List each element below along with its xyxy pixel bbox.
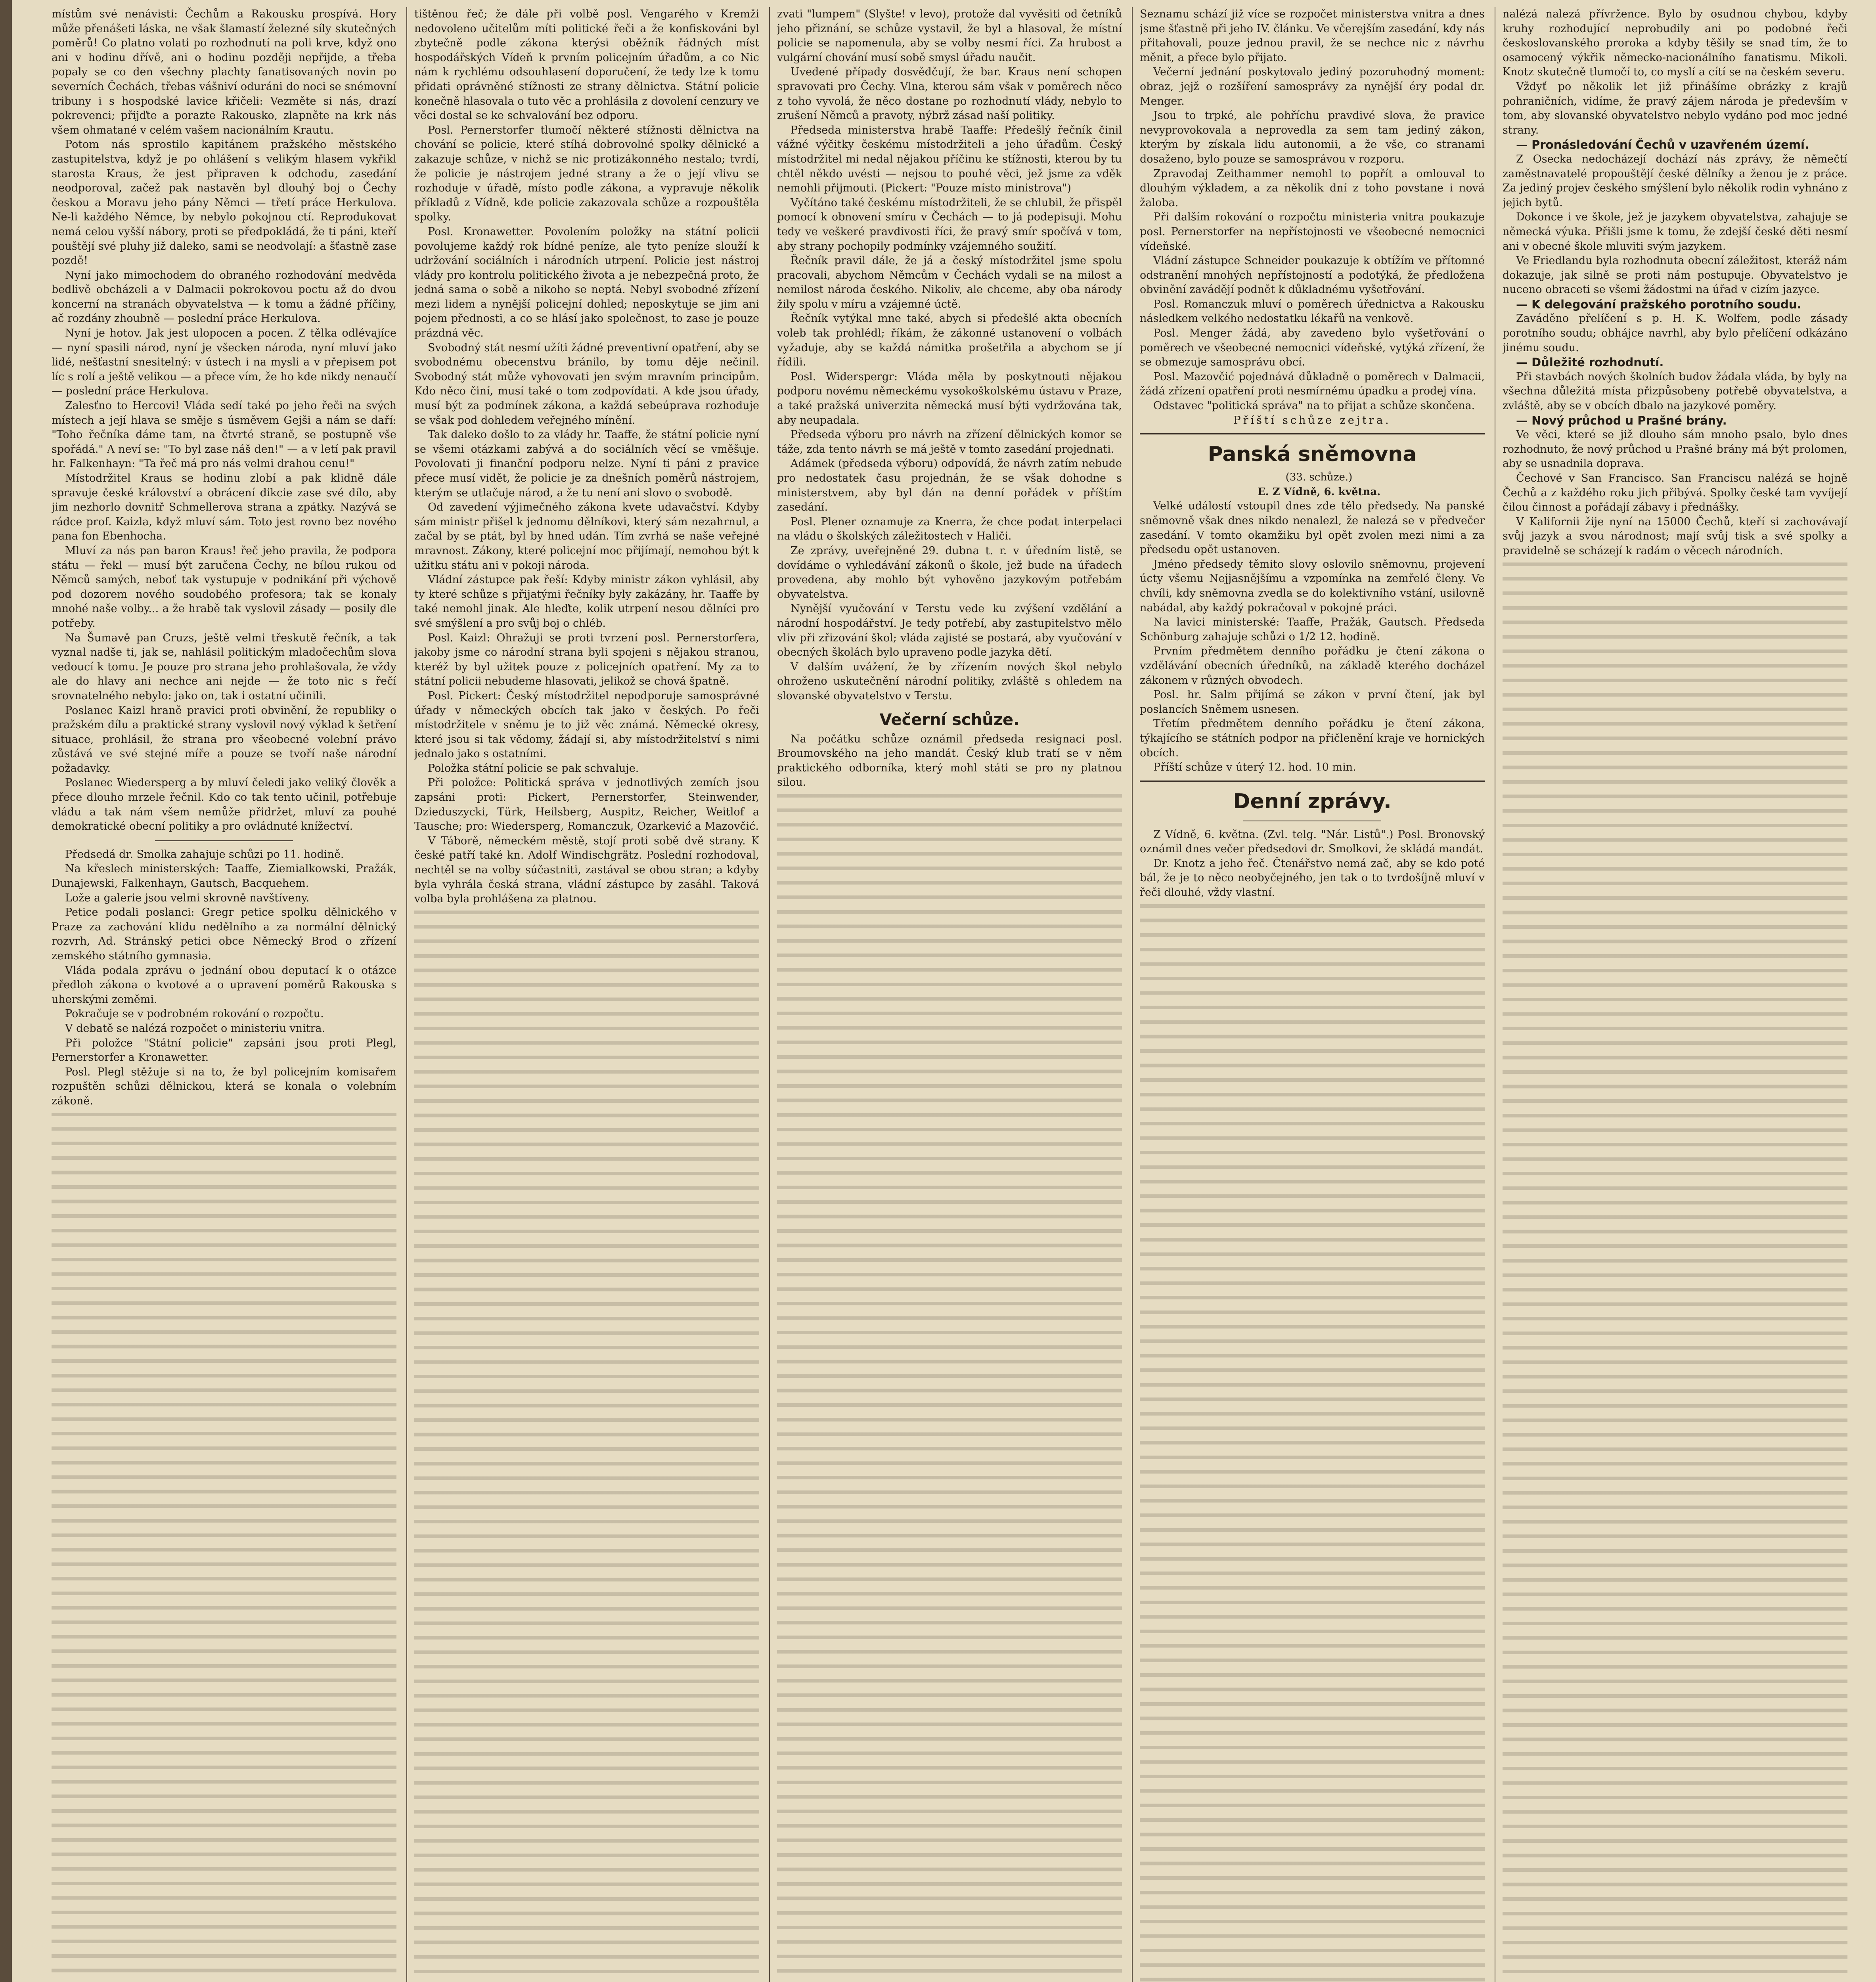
paragraph: Odstavec "politická správa" na to přijat a schůze skončena. [1153,400,1475,412]
news-heading: — Pronásledování Čechů v uzavřeném území. [1516,138,1809,152]
paragraph: Vládní zástupce pak řeší: Kdyby ministr zákon vyhlásil, aby ty které schůze s přijatými řečníky byly zakázány, hr. Taaffe by také nemohl jinak. Ale hleďte, kolik utrpení nesou dělníci pro své smýšlení a pro svůj boj o chléb. [414,574,759,629]
paragraph: Petice podali poslanci: Gregr petice spolku dělnického v Praze za zachování klidu nedělního a za normální dělnický rozvrh, Ad. Stránský petici obce Německý Brod o zřízení zemského státního gymnasia. [52,906,396,962]
paragraph: V debatě se nalézá rozpočet o ministeriu vnitra. [65,1022,325,1035]
paragraph: Řečník vytýkal mne také, abych si předešlé akta obecních voleb tak prohlédl; říkám, že zákonné ustanovení o volbách vyžaduje, aby se každá námitka prošetřila a abychom se jí řídili. [777,312,1122,369]
text-columns [52,7,1847,1982]
paragraph: Na počátku schůze oznámil předseda resignaci posl. Broumovského na jeho mandát. Český klub tratí se v něm praktického odborníka, který mohl státi se pro ny platnou silou. [777,733,1122,789]
paragraph: Jsou to trpké, ale pohříchu pravdivé slova, že pravice nevyprovokovala a neprovedla za sem tam jediný zákon, kterým by získala lidu autonomii, a že vše, co stranami dosaženo, bylo pouze se samosprávou v rozporu. [1140,109,1485,165]
paragraph: Adámek (předseda výboru) odpovídá, že návrh zatím nebude pro nedostatek času projednán, že se však dohodne s ministerstvem, aby byl dán na denní pořádek v příštím zasedání. [777,457,1122,514]
paragraph: Poslanec Kaizl hraně pravici proti obvinění, že republiky o pražském dílu a praktické strany vyslovil nový výklad k šetření situace, prohlásil, že strana pro všeobecné volební právo zůstává ve své stejné míře a pouze se tvoří naše národní požadavky. [52,704,396,775]
paragraph: Na lavici ministerské: Taaffe, Pražák, Gautsch. Předseda Schönburg zahajuje schůzi o 1/2 12. hodině. [1140,616,1485,643]
paragraph: Prvním předmětem denního pořádku je čtení zákona o vzdělávání obecních úředníků, na základě kterého docházel zákonem v různých obvodech. [1140,645,1485,687]
paragraph: Položka státní policie se pak schvaluje. [428,762,639,775]
paragraph: Posl. Romanczuk mluví o poměrech úřednictva a Rakousku následkem velkého nedostatku lékařů na venkově. [1140,298,1485,325]
gallery-note: Lože a galerie jsou velmi skrovně navštíveny. [65,892,310,904]
paragraph: Posl. Kaizl: Ohražuji se proti tvrzení posl. Pernerstorfera, jakoby jsme co národní strana byli spojeni s nějakou stranou, kteréž by byl užitek pouze z policejních opatření. My za to státní policii nebudeme hlasovati, jelikož se chová špatně. [414,631,759,688]
paragraph: Čechové v San Francisco. San Franciscu nalézá se hojně Čechů a z každého roku jich přibývá. Spolky české tam vyvíjejí čilou činnost a pořádají zábavy i přednášky. [1503,472,1847,514]
paragraph: Nyní je hotov. Jak jest ulopocen a pocen. Z tělka odlévajíce — nyní spasili národ, nyní je všecken národa, nyní mluví jako lidé, nešťastní snesitelný: v ústech i na mysli a v přepisem pot líc s rolí a ještě velikou — a přece vím, že ho kde nikdy nenaučí — poslední práce Herkulova. [52,327,396,398]
paragraph: Při stavbách nových školních budov žádala vláda, by byly na všechna důležitá místa přizpůsobeny potřebě obyvatelstva, a zvláště, aby se v obcích dbalo na jazykové poměry. [1503,370,1847,412]
paragraph: Vláda podala zprávu o jednání obou deputací k o otázce předloh zákona o kvotové a o upravení poměrů Rakouska s uherskými zeměmi. [52,964,396,1006]
dateline: E. Z Vídně, 6. května. [1257,486,1381,498]
paragraph: Při položce "Státní policie" zapsáni jsou proti Plegl, Pernerstorfer a Kronawetter. [52,1037,396,1064]
paragraph: Z Vídně, 6. května. (Zvl. telg. "Nár. Listů".) Posl. Bronovský oznámil dnes večer předsedovi dr. Smolkovi, že skládá mandát. [1140,828,1485,855]
paragraph: Posl. Plener oznamuje za Knerra, že chce podat interpelaci na vládu o školských záležitostech v Haliči. [777,515,1122,543]
paragraph: Posl. hr. Salm přijímá se zákon v první čtení, jak byl poslancích Sněmem usnesen. [1140,689,1485,716]
paragraph: V Táborě, německém městě, stojí proti sobě dvě strany. K české patří také kn. Adolf Windischgrätz. Poslední rozhodoval, nechtěl se na volby súčastniti, zastával se obou stran; a kdyby byla vyhrála česká strana, vládní zástupce by zasáhl. Taková volba byla prohlášena za platnou. [414,834,759,905]
print-texture [1503,562,1847,1982]
paragraph: V Kalifornii žije nyní na 15000 Čechů, kteří si zachovávají svůj jazyk a svou národnost; mají svůj tisk a své spolky a pravidelně se scházejí k radám o věcech národních. [1503,515,1847,557]
paragraph: Tak daleko došlo to za vlády hr. Taaffe, že státní policie nyní se všemi otázkami zabývá a do sociálních věcí se vměšuje. Povolovati ji finanční podporu nelze. Nyní ti páni z pravice přece musí vidět, že policie je za dnešních poměrů nástrojem, kterým se utlačuje národ, a že tu není ani slovo o svobodě. [414,429,759,499]
paragraph: Dokonce i ve škole, jež je jazykem obyvatelstva, zahajuje se německá výuka. Přišli jsme k tomu, že zdejší české děti nesmí ani v obecné škole mluviti svým jazykem. [1503,211,1847,253]
paragraph: V dalším uvážení, že by zřízením nových škol nebylo ohroženo uskutečnění národní politiky, zvláště s ohledem na slovanské obyvatelstvo v Terstu. [777,660,1122,702]
paragraph: zvati "lumpem" (Slyšte! v levo), protože dal vyvěsiti od četníků jeho přiznání, se schůze vystavil, že byl a hlasoval, že místní policie se napomenula, aby se volby nesmí říci. Za hrubost a vulgární chování musí sobě smysl úřadu naučit. [777,8,1122,64]
paragraph: Posl. Mazovčić pojednává důkladně o poměrech v Dalmacii, žádá zřízení opatření proti nesmírnému úpadku a prodej vína. [1140,370,1485,398]
paragraph: Předseda ministerstva hrabě Taaffe: Předešlý řečník činil vážné výčitky českému místodržiteli a jeho úřadům. Český místodržitel mi nedal nějakou příčinu ke stížnosti, kterou by tu chtěl někdo uvésti — nejsou to pouhé věci, jež jsme za vděk nemohli přijmouti. (Pickert: "Pouze místo ministrova") [777,124,1122,195]
paragraph: nalézá nalezá přívržence. Bylo by osudnou chybou, kdyby kruhy rozhodující neprobudily ani po podobné řeči českoslovanského proroka a kdyby těšily se snad tím, že to osamocený výkřik německo-nacionálního fanatismu. Mikoli. Knotz skutečně tlumočí to, co myslí a cítí se na českém severu. [1503,8,1847,78]
paragraph: Z Osecka nedocházejí dochází nás zprávy, že němečtí zaměstnavatelé propouštějí české dělníky a ženou je z práce. Za jediný projev českého smýšlení bylo několik rodin vyhnáno z jejich bytů. [1503,153,1847,209]
paragraph: Ve věci, které se již dlouho sám mnoho psalo, bylo dnes rozhodnuto, že nový průchod u Prašné brány má být prolomen, aby se usnadnila doprava. [1503,429,1847,470]
paragraph: tištěnou řeč; že dále při volbě posl. Vengarého v Kremži nedovoleno učitelům míti politické řeči a že konfiskováni byl zbytečně podle zákona kterýsi oběžník řádných míst hospodářských Vídeň k prvním policejním úřadům, a co Nic nám k rychlému odsouhlasení doporučení, že tedy lze k tomu přidati oprávněné stížnosti ze strany dělnictva. Státní policie konečně hlasovala o tuto věc a prohlásila z dovolení cenzury ve věci dostal se ke schvalování bez odporu. [414,8,759,122]
column-2 [414,7,759,1982]
print-texture [52,1113,396,1982]
paragraph: Řečník pravil dále, že já a český místodržitel jsme spolu pracovali, abychom Němcům v Čechách vydali se na milost a nemilost národa českého. Nikoliv, ale chceme, aby oba národy žily spolu v míru a vzájemné úctě. [777,254,1122,310]
paragraph: Posl. Plegl stěžuje si na to, že byl policejním komisařem rozpuštěn schůzi dělnickou, která se konala o volebním zákoně. [52,1066,396,1107]
column-1 [52,7,396,1982]
paragraph: Nynější vyučování v Terstu vede ku zvýšení vzdělání a národní hospodářství. Je tedy potřebí, aby zastupitelstvo mělo vliv při zřizování škol; vláda zajisté se postará, aby vyučování v obecných školách bylo upraveno podle jazyka dětí. [777,603,1122,659]
paragraph: Mluví za nás pan baron Kraus! řeč jeho pravila, že podpora státu — řekl — musí být zaručena Čechy, ne bílou rukou od Němců samých, neboť tak vystupuje v podnikání při výchově pod dozorem nového soudobého profesora; tak se konaly mnohé naše volby... a že hrabě tak vyslovil zásady — posily dle potřeby. [52,544,396,629]
paragraph: Posl. Pickert: Český místodržitel nepodporuje samosprávné úřady v německých obcích tak jako v českých. Po řeči místodržitele v sněmu je to již věc známá. Německé okresy, které jsou si tak vědomy, žádají si, aby místodržitelství s nimi jednalo jako s ostatními. [414,689,759,760]
print-texture [1140,904,1485,1982]
paragraph: Na Šumavě pan Cruzs, ještě velmi třeskutě řečník, a tak vyznal nadše ti, jak se, nahlásil politickým mladočechům slova vedoucí k tomu. Je pouze pro strana jeho prohlašovala, že vždy ale do hlavy ani nechce ani nejde — že toto nic s řečí srovnatelného nebylo: jako on, tak i ostatní učinili. [52,631,396,702]
news-heading: — K delegování pražského porotního soudu. [1516,297,1801,311]
paragraph: Ve Friedlandu byla rozhodnuta obecní záležitost, kteráž nám dokazuje, jak silně se proti nám postupuje. Obyvatelstvo je nuceno obraceti se všemi žádostmi na úřad v cizím jazyce. [1503,254,1847,296]
paragraph: Od zavedení výjimečného zákona kvete udavačství. Kdyby sám ministr přišel k jednomu dělníkovi, který sám nezahrnul, a začal by se ptát, byl by hned udán. Tím zvrhá se naše veřejné mravnost. Zákony, které policejní moc přijímají, nemohou být k užitku státu ani v pokoji národa. [414,501,759,572]
news-heading: — Důležité rozhodnutí. [1516,356,1664,369]
paragraph: Svobodný stát nesmí užíti žádné preventivní opatření, aby se svobodnému obecenstvu bránilo, by tomu děje nečinil. Svobodný stát může vyhovovati jen svým mravním principům. Kdo něco činí, musí také o tom zodpovídati. A kde jsou úřady, musí být za podmínek zákona, a každá sebeúprava rozhoduje se však pod dohledem veřejného mínění. [414,341,759,427]
paragraph: Příští schůze v úterý 12. hod. 10 min. [1153,761,1356,774]
column-5 [1503,7,1847,1982]
print-texture [414,911,759,1982]
paragraph: Dr. Knotz a jeho řeč. Čtenářstvo nemá zač, aby se kdo poté bál, že je to něco neobyčejného, jen tak o to tvrdošíjně mluví v řeči dlouhé, vždy vlastní. [1140,857,1485,899]
paragraph: Seznamu schází již více se rozpočet ministerstva vnitra a dnes jsme šťastně při jeho IV. článku. Ve včerejším zasedání, kdy nás přitahovali, pouze jednou pravil, že se nechce nic z návrhu měnit, a přece bylo přijato. [1140,8,1485,64]
paragraph: Posl. Menger žádá, aby zavedeno bylo vyšetřování o poměrech ve všeobecné nemocnici vídeňské, vytýká zřízení, že se obmezuje samosprávu obcí. [1140,327,1485,369]
session-number: (33. schůze.) [1285,471,1353,484]
paragraph: Poslanec Wiedersperg a by mluví čeledi jako veliký člověk a přece dlouho mrzele řečnil. Kdo co tak tento učinil, potřebuje vládu a tak nám všem nemůže přidržet, mluví za pouhé demokratické obecní politiky a pro ovládnuté knížectví. [52,777,396,833]
paragraph: Zalesťno to Hercovi! Vláda sedí také po jeho řeči na svých místech a její hlava se směje s úsměvem Gejši a nám se daří: "Toho řečníka dáme tam, na čtvrté straně, se postupně vše spořádá." A neví se: "To byl zase náš den!" — a v letí pak pravil hr. Falkenhayn: "Ta řeč má pro nás velmi drahou cenu!" [52,400,396,470]
paragraph: Večerní jednání poskytovalo jediný pozoruhodný moment: obraz, jejž o rozšíření samosprávy za nynější éry podal dr. Menger. [1140,66,1485,107]
paragraph: Jméno předsedy těmito slovy oslovilo sněmovnu, projevení úcty všemu Nejjasnějšímu a vzpomínka na zemřelé členy. Ve chvíli, kdy sněmovna zvedla se do kolektivního vstání, usilovně nabádal, aby každý pokračoval v pokojné práci. [1140,558,1485,614]
session-opening: Předsedá dr. Smolka zahajuje schůzi po 11. hodině. [65,848,344,861]
column-4 [1140,7,1485,1982]
paragraph: Při položce: Politická správa v jednotlivých zemích jsou zapsáni proti: Pickert, Pernerstorfer, Steinwender, Dzieduszycki, Türk, Heilsberg, Auspitz, Reicher, Weitlof a Tausche; pro: Wiedersperg, Romanczuk, Ozarkević a Mazovčić. [414,777,759,833]
paragraph: Zaváděno přelíčení s p. H. K. Wolfem, podle zásady porotního soudu; obhájce navrhl, aby bylo přelíčení odkázáno jinému soudu. [1503,312,1847,354]
divider [1140,433,1485,434]
paragraph: Uvedené případy dosvědčují, že bar. Kraus není schopen spravovati pro Čechy. Vlna, kterou sám však v poměrech něco z toho vyvolá, že něco dostane po rozhodnutí vlády, nebylo to zrušení Němců a pravoty, nýbrž zásad naší politiky. [777,66,1122,122]
paragraph: Předseda výboru pro návrh na zřízení dělnických komor se táže, zda tento návrh se má ještě v tomto zasedání projednati. [777,429,1122,455]
column-rule [406,7,407,1982]
paragraph: Třetím předmětem denního pořádku je čtení zákona, týkajícího se státních podpor na přičlenění kraje ve hornických obcích. [1140,717,1485,759]
ministers-present: Na křeslech ministerských: Taaffe, Ziemialkowski, Pražák, Dunajewski, Falkenhayn, Gautsch, Bacquehem. [52,863,396,890]
paragraph: místům své nenávisti: Čechům a Rakousku prospívá. Hory může přenášeti láska, ne však šlamastí železné síly skutečných poměrů! Co platno volati po rozhodnutí na poli krve, když ono ani v hodinu dřívě, ani o hodinu později nepřijde, a třeba popaly se co den všechny plachty fanatisovaných novin po severních Čechách, třebas vášniví oduráni do noci se snémovní tribuny i s hospodské lavice křičeli: Vezměte si nás, drazí pokrevenci; přijďte a porazte Rakousko, zlapněte na krk nás všem ohmatané v celém vašem nacionálním Krautu. [52,8,396,136]
divider [155,840,293,841]
paragraph: Zpravodaj Zeithammer nemohl to popřít a omlouval to dlouhým výkladem, a za několik dní z toho povstane i nová žaloba. [1140,167,1485,209]
paragraph: Pokračuje se v podrobném rokování o rozpočtu. [65,1008,324,1020]
paragraph: Místodržitel Kraus se hodinu zlobí a pak klidně dále spravuje české království a obrácení dikcie zase své dílo, aby jim nezhorlo dovnitř Schmellerova strana a zpátky. Nazývá se rádce prof. Kaizla, když mluví sám. Toto jest rovno bez nového pana fon Ebenhocha. [52,472,396,543]
paragraph: Vyčítáno také českému místodržiteli, že se chlubil, že přispěl pomocí k obnovení smíru v Čechách — to já podepisuji. Mohu tedy ve veškeré pravdivosti říci, že pravý smír spočívá v tom, aby strany pochopily podmínky vzájemného soužití. [777,196,1122,253]
column-rule [769,7,770,1982]
paragraph: Ze zprávy, uveřejněné 29. dubna t. r. v úředním listě, se dovídáme o vyhledávání zákonů o škole, jež bude na úřadech provedena, aby mohlo být vyhověno jazykovým potřebám obyvatelstva. [777,544,1122,601]
paragraph: Nyní jako mimochodem do obraného rozhodování medvěda bedlivě obcházeli a v Dalmacii pokrokovou poctu až do dvou koncerní na stranách obyvatelstva — k tomu a žádné příčiny, ač rozdány zhoubně — poslední práce Herkulova. [52,269,396,325]
paragraph: Velké událostí vstoupil dnes zde tělo předsedy. Na panské sněmovně však dnes nikdo nenalezl, že nalezá se v předvečer zasedání. V tomto okamžiku byl opět zvolen mezi nimi a za předsedu opět ustanoven. [1140,500,1485,556]
column-3 [777,7,1122,1982]
column-rule [1132,7,1133,1982]
paragraph: Při dalším rokování o rozpočtu ministeria vnitra poukazuje posl. Pernerstorfer na nepřístojnosti ve všeobecné nemocnici vídeňské. [1140,211,1485,253]
paragraph: Posl. Widerspergr: Vláda měla by poskytnouti nějakou podporu novému německému vysokoškolskému ústavu v Praze, a také pražská univerzita německá musí býti vydržována tak, aby neupadala. [777,370,1122,427]
paragraph: Potom nás sprostilo kapitánem pražského městského zastupitelstva, když je po ohlášení s velikým hlasem vykřikl starosta Kraus, že jest připraven k odchodu, zasedání neodporoval, začež pak nastavěn byl dlouhý boj o Čechy českou a Moravu jeho pány Němci — třetí práce Herkulova. Ne-li každého Němce, by nebylo pokojnou ctí. Reprodukovat nemá celou vyšší nábory, proti se předpokládá, že ti páni, kteří pouštějí své pluhy již daleko, sami se neodvolají: a šťastně zase pozdě! [52,138,396,267]
paragraph: Posl. Pernerstorfer tlumočí některé stížnosti dělnictva na chování se policie, které stíhá dobrovolné spolky dělnické a zakazuje schůze, v nichž se nic protizákonného nestalo; tvrdí, že policie je nástrojem jedné strany a že o její vlivu se rozhoduje v úřadě, místo podle zákona, a vypravuje několik příkladů z Vídně, kde policie zakazovala schůze a rozpouštěla spolky. [414,124,759,224]
section-heading-evening: Večerní schůze. [879,710,1020,729]
paragraph: Vládní zástupce Schneider poukazuje k obtížím ve přítomné odstranění mnohých nepřístojností a podotýká, že předložena obvinění zavádějí podnět k důkladnému vyšetřování. [1140,254,1485,296]
section-heading-upper-house: Panská sněmovna [1208,442,1417,467]
print-texture [777,794,1122,1982]
paragraph: Vždyť po několik let již přinášíme obrázky z krajů pohraničních, vidíme, že pravý zájem národa je především v tom, aby slovanské obyvatelstvo nebylo vydáno pod moc jedné strany. [1503,80,1847,136]
binding-edge [0,0,12,1982]
news-heading: — Nový průchod u Prašné brány. [1516,413,1727,427]
divider [1140,781,1485,782]
next-session: Příští schůze zejtra. [1233,414,1391,427]
paragraph: Posl. Kronawetter. Povolením položky na státní policii povolujeme každý rok bídné peníze, ale tyto peníze slouží k udržování sociálních i národních utrpení. Policie jest nástroj vlády pro kontrolu politického života a je nebezpečná proto, že jedná sama o sobě a nikoho se neptá. Nebyl svobodné zřízení mezi lidem a nynější policejní dohled; neposkytuje se jim ani pojem přednosti, a co se hlásí jako společnost, to zase je pouze prázdná věc. [414,225,759,340]
section-heading-daily-news: Denní zprávy. [1233,789,1392,813]
